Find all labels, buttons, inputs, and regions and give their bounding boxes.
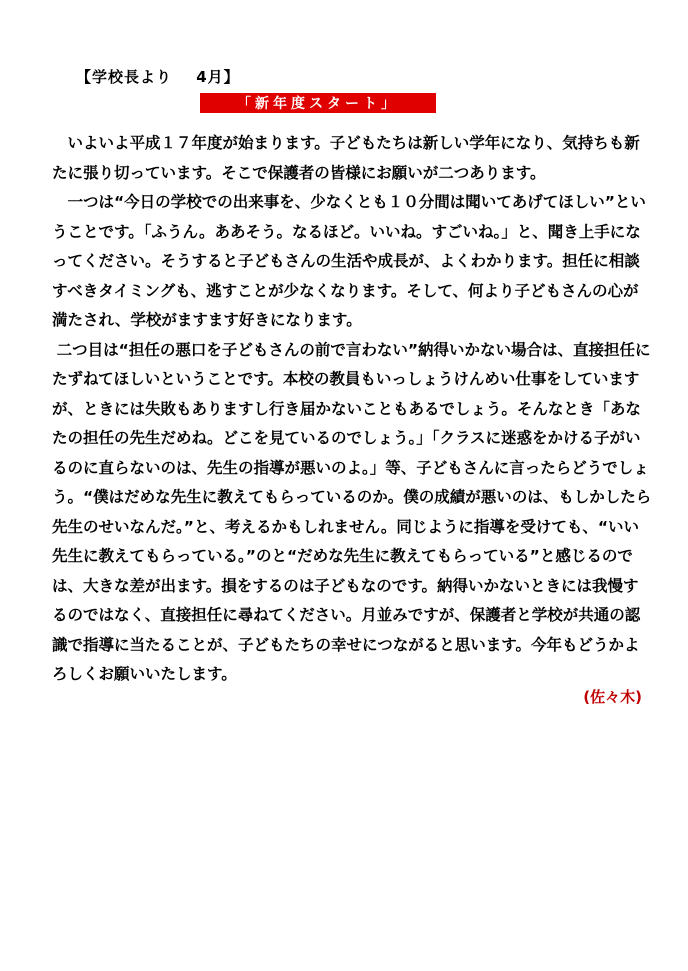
author-signature: (佐々木) [583, 688, 642, 706]
section-header [76, 66, 240, 87]
title-banner [200, 93, 436, 113]
article-body [52, 129, 652, 690]
paragraph-2: 一つは“今日の学校での出来事を、少なくとも１０分間は聞いてあげてほしい”ということです。「ふうん。ああそう。なるほど。いいね。すごいね。」と、聞き上手になってください。そうすると子どもさんの生活や成長が、よくわかります。担任に相談すべきタイミングも、逃すことが少なくなります。そして、何より子どもさんの心が満たされ、学校がますます好きになります。 [52, 193, 646, 329]
banner-text: 「新年度スタート」 [237, 96, 399, 112]
header-month: 4月】 [196, 68, 240, 86]
paragraph-1: いよいよ平成１７年度が始まります。子どもたちは新しい学年になり、気持ちも新たに張り切っています。そこで保護者の皆様にお願いが二つあります。 [52, 134, 640, 182]
paragraph-3: 二つ目は“担任の悪口を子どもさんの前で言わない”納得いかない場合は、直接担任にたずねてほしいということです。本校の教員もいっしょうけんめい仕事をしていますが、ときには失敗もありますし行き届かないこともあるでしょう。そんなとき「あなたの担任の先生だめね。どこを見ているのでしょう。」「クラスに迷惑をかける子がいるのに直らないのは、先生の指導が悪いのよ。」等、子どもさんに言ったらどうでしょう。“僕はだめな先生に教えてもらっているのか。僕の成績が悪いのは、もしかしたら先生のせいなんだ。”と、考えるかもしれません。同じように指導を受けても、“いい先生に教えてもらっている。”のと“だめな先生に教えてもらっている”と感じるのでは、大きな差が出ます。損をするのは子どもなのです。納得いかないときには我慢するのではなく、直接担任に尋ねてください。月並みですが、保護者と学校が共通の認識で指導に当たることが、子どもたちの幸せにつながると思います。今年もどうかよろしくお願いいたします。 [52, 340, 652, 683]
header-title: 【学校長より [76, 68, 173, 86]
